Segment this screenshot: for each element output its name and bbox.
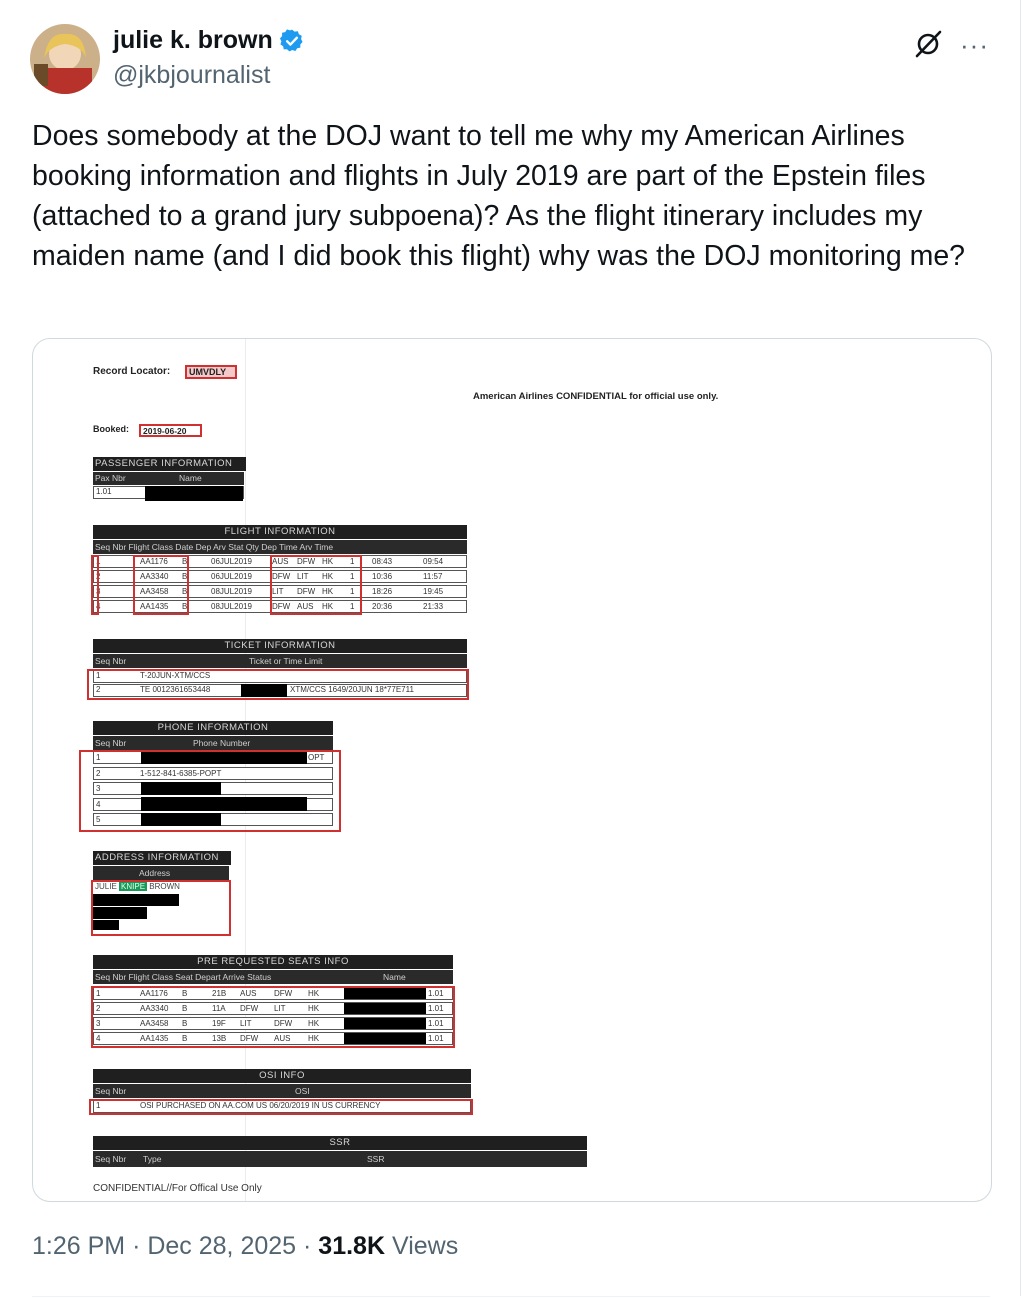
osi-columns — [93, 1084, 471, 1098]
phone-info-header: PHONE INFORMATION — [93, 721, 333, 735]
phone-seq: 4 — [96, 799, 101, 809]
tweet-time[interactable]: 1:26 PM — [32, 1232, 126, 1260]
seat-cell-status: HK — [308, 1004, 320, 1013]
osi-col: OSI — [295, 1086, 310, 1096]
views-label[interactable]: Views — [391, 1232, 459, 1260]
flight-cell-seq: 4 — [96, 602, 101, 611]
flight-cell-flight: AA3340 — [140, 572, 169, 581]
flight-cell-qty: 1 — [350, 557, 355, 566]
document-footer: CONFIDENTIAL//For Offical Use Only — [93, 1183, 262, 1194]
phone-seq: 3 — [96, 784, 101, 793]
meta-separator: · — [132, 1232, 141, 1260]
phone-col-seq: Seq Nbr — [95, 738, 127, 748]
osi-info-header: OSI INFO — [93, 1069, 471, 1083]
record-locator-value: UMVDLY — [189, 367, 227, 377]
flight-cell-date: 08JUL2019 — [211, 602, 252, 611]
seat-cell-seat: 21B — [212, 989, 227, 998]
tweet-text: Does somebody at the DOJ want to tell me why my American Airlines booking information and flights in July 2019 are part of the Epstein files (attached to a grand jury subpoena)? As the flight itinerary includes my maiden name (and I did book this flight) why was the DOJ monitoring me? — [32, 120, 966, 272]
seat-cell-pax: 1.01 — [428, 1034, 444, 1043]
seat-cell-seat: 13B — [212, 1034, 227, 1043]
flight-cell-arv_time: 11:57 — [423, 572, 443, 581]
flight-seq-box — [91, 555, 99, 615]
flight-cell-flight: AA1176 — [140, 557, 168, 566]
ticket-seq-2: 2 — [96, 685, 101, 694]
phone-box — [79, 750, 341, 832]
flight-route-box — [270, 555, 362, 615]
booked-date: 2019-06-20 — [143, 426, 187, 436]
tweet-meta — [32, 1232, 458, 1261]
ssr-col: SSR — [367, 1154, 385, 1164]
meta-separator-2: · — [303, 1232, 312, 1260]
seat-cell-seq: 4 — [96, 1034, 101, 1043]
seat-cell-class: B — [182, 1034, 188, 1043]
seat-cell-dep: DFW — [240, 1004, 259, 1013]
seat-cell-flight: AA3340 — [140, 1004, 169, 1013]
seat-cell-pax: 1.01 — [428, 989, 444, 998]
passenger-info-header: PASSENGER INFORMATION — [93, 457, 246, 471]
seat-cell-status: HK — [308, 989, 320, 998]
address-columns — [93, 866, 229, 880]
flight-cell-date: 06JUL2019 — [211, 572, 252, 581]
flight-cell-class: B — [182, 572, 188, 581]
flight-cell-class: B — [182, 557, 188, 566]
seat-cell-status: HK — [308, 1034, 320, 1043]
ticket-info-header: TICKET INFORMATION — [93, 639, 467, 653]
flight-cell-dep_time: 08:43 — [372, 557, 393, 566]
flight-cell-dep_time: 20:36 — [372, 602, 393, 611]
phone-seq: 1 — [96, 753, 101, 762]
flight-cell-dep: DFW — [272, 602, 291, 611]
verified-badge-icon — [279, 28, 305, 54]
phone-seq: 5 — [96, 815, 101, 824]
seat-cell-flight: AA1176 — [140, 989, 168, 998]
seat-cell-seat: 19F — [212, 1019, 226, 1028]
seat-cell-flight: AA1435 — [140, 1034, 169, 1043]
ssr-col-type: Type — [143, 1154, 162, 1164]
flight-cell-stat: HK — [322, 557, 334, 566]
seat-cell-class: B — [182, 1019, 188, 1028]
seat-cell-dep: AUS — [240, 989, 257, 998]
tweet-media-image[interactable] — [32, 338, 992, 1202]
tweet-date[interactable]: Dec 28, 2025 — [147, 1232, 297, 1260]
ticket-value-2: TE 0012361653448 — [140, 685, 211, 694]
seat-cell-pax: 1.01 — [428, 1019, 444, 1028]
osi-value: OSI PURCHASED ON AA.COM US 06/20/2019 IN US CURRENCY — [140, 1101, 381, 1110]
col-pax-nbr: Pax Nbr — [95, 473, 126, 483]
phone-value: 1-512-841-6385-POPT — [140, 768, 222, 778]
flight-cell-arv: AUS — [297, 602, 314, 611]
seats-box — [91, 986, 455, 1048]
seats-info-header: PRE REQUESTED SEATS INFO — [93, 955, 453, 969]
ticket-columns — [93, 654, 467, 668]
flight-info-header: FLIGHT INFORMATION — [93, 525, 467, 539]
flight-cell-flight: AA3458 — [140, 587, 169, 596]
flight-cell-dep: LIT — [272, 587, 284, 596]
passenger-columns — [93, 472, 244, 485]
seat-cell-arv: AUS — [274, 1034, 291, 1043]
flight-cell-date: 06JUL2019 — [211, 557, 252, 566]
flight-cell-flight: AA1435 — [140, 602, 169, 611]
address-info-header: ADDRESS INFORMATION — [93, 851, 231, 865]
flight-cell-class: B — [182, 587, 188, 596]
flight-cell-dep_time: 18:26 — [372, 587, 393, 596]
ticket-col-seq: Seq Nbr — [95, 656, 127, 666]
avatar[interactable] — [30, 24, 100, 94]
address-box — [91, 880, 231, 936]
seat-cell-seat: 11A — [212, 1004, 226, 1013]
divider — [32, 1296, 990, 1297]
flight-cell-class: B — [182, 602, 188, 611]
flight-cell-stat: HK — [322, 602, 334, 611]
ticket-col-ticket: Ticket or Time Limit — [249, 656, 323, 666]
flight-cell-arv_time: 19:45 — [423, 587, 444, 596]
flight-cell-qty: 1 — [350, 572, 355, 581]
ticket-suffix-2: XTM/CCS 1649/20JUN 18*77E711 — [290, 685, 414, 694]
flight-cell-qty: 1 — [350, 587, 355, 596]
more-options-button[interactable]: ··· — [960, 30, 989, 60]
ticket-box — [87, 669, 469, 700]
flight-cell-arv_time: 09:54 — [423, 557, 444, 566]
osi-col-seq: Seq Nbr — [95, 1086, 127, 1096]
seat-cell-dep: DFW — [240, 1034, 259, 1043]
flight-cell-stat: HK — [322, 572, 334, 581]
phone-col-number: Phone Number — [193, 738, 251, 748]
seat-cell-arv: LIT — [274, 1004, 286, 1013]
flight-cell-seq: 2 — [96, 572, 101, 581]
seat-cell-arv: DFW — [274, 989, 293, 998]
flight-cell-seq: 1 — [96, 557, 101, 566]
phone-columns — [93, 736, 333, 750]
flight-cell-dep_time: 10:36 — [372, 572, 393, 581]
seat-cell-pax: 1.01 — [428, 1004, 444, 1013]
ssr-header: SSR — [93, 1136, 587, 1150]
author-name-row[interactable] — [113, 26, 305, 55]
seat-cell-seq: 2 — [96, 1004, 101, 1013]
ssr-col-seq: Seq Nbr — [95, 1154, 127, 1164]
osi-box — [89, 1099, 473, 1115]
seat-cell-seq: 3 — [96, 1019, 101, 1028]
grok-icon[interactable] — [912, 28, 944, 60]
flight-cell-arv: LIT — [297, 572, 309, 581]
address-last: BROWN — [149, 882, 180, 891]
pax-nbr: 1.01 — [96, 487, 112, 496]
flight-cell-seq: 3 — [96, 587, 101, 596]
scanned-document — [33, 339, 991, 1201]
record-locator-box — [185, 365, 237, 379]
flight-cell-stat: HK — [322, 587, 334, 596]
ssr-columns — [93, 1151, 587, 1167]
author-name[interactable]: julie k. brown — [113, 26, 273, 54]
flight-cell-dep: DFW — [272, 572, 291, 581]
seat-cell-class: B — [182, 989, 188, 998]
osi-seq: 1 — [96, 1101, 101, 1110]
flight-cell-date: 08JUL2019 — [211, 587, 252, 596]
seat-cell-arv: DFW — [274, 1019, 293, 1028]
phone-suffix: OPT — [308, 753, 325, 762]
views-count[interactable]: 31.8K — [318, 1232, 386, 1260]
seat-cell-seq: 1 — [96, 989, 101, 998]
flight-columns: Seq Nbr Flight Class Date Dep Arv Stat Qty Dep Time Arv Time — [93, 540, 467, 554]
seats-cols-main: Seq Nbr Flight Class Seat Depart Arrive Status — [95, 972, 272, 982]
flight-cell-qty: 1 — [350, 602, 355, 611]
booked-box — [139, 424, 202, 437]
seat-cell-class: B — [182, 1004, 188, 1013]
seat-cell-flight: AA3458 — [140, 1019, 169, 1028]
address-col: Address — [139, 868, 171, 878]
booked-label: Booked: — [93, 424, 129, 434]
flight-cell-arv: DFW — [297, 587, 316, 596]
seats-columns — [93, 970, 453, 984]
address-highlight: KNIPE — [121, 882, 146, 891]
flight-number-box — [133, 555, 189, 615]
redaction-name — [145, 486, 243, 501]
col-name: Name — [179, 473, 202, 483]
flight-cell-arv_time: 21:33 — [423, 602, 444, 611]
seat-cell-dep: LIT — [240, 1019, 252, 1028]
flight-cell-dep: AUS — [272, 557, 289, 566]
seat-cell-status: HK — [308, 1019, 320, 1028]
address-first: JULIE — [95, 882, 117, 891]
author-handle[interactable]: @jkbjournalist — [113, 61, 271, 89]
ticket-seq-1: 1 — [96, 671, 101, 680]
flight-cell-arv: DFW — [297, 557, 316, 566]
ticket-value-1: T-20JUN-XTM/CCS — [140, 671, 211, 680]
phone-seq: 2 — [96, 768, 101, 778]
seats-col-name: Name — [383, 972, 406, 982]
confidential-header: American Airlines CONFIDENTIAL for official use only. — [473, 391, 719, 402]
record-locator-label: Record Locator: — [93, 366, 171, 377]
